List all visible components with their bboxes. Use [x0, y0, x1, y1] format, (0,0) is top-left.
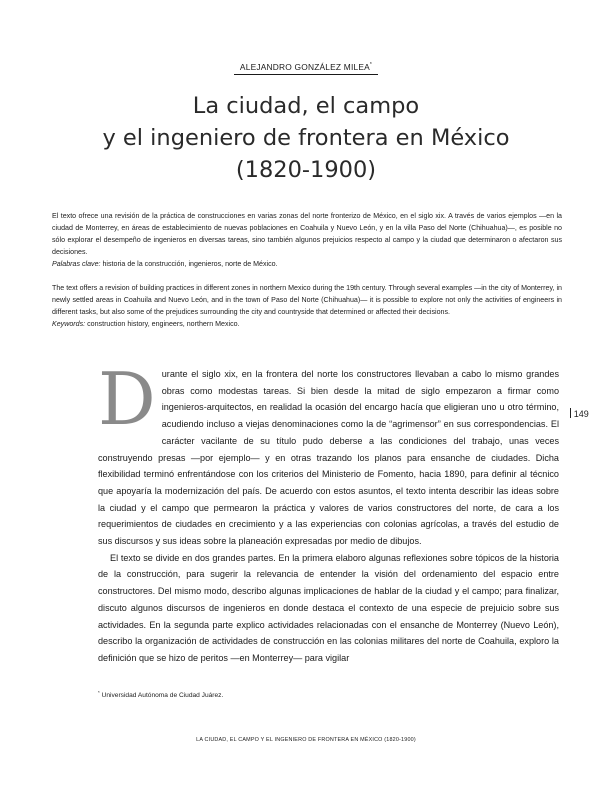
- body-paragraph-1-text: urante el siglo xix, en la frontera del norte los constructores llevaban a cabo lo mismo grandes obras como modestas tareas. Si bien desde la mitad de siglo empezaron a firmar como ingenieros-arquitectos, en realidad la ocasión del encargo hacía que eligieran uno u otro término, acudiendo incluso a viejas denominaciones como la de “agrimensor” en sus correspondencias. El carácter vacilante de su título pudo deberse a las condiciones del trabajo, unas veces construyendo presas —por ejemplo— y en otras trazando los planos para ensanche de ciudades. Dicha flexibilidad terminó enfrentándose con los criterios del Ministerio de Fomento, hacia 1890, para definir al técnico que apoyaría la modernización del país. De acuerdo con estos asuntos, el texto intenta describir las ideas sobre la ciudad y el campo que permearon la práctica y valores de varios constructores del norte, de cara a los requerimientos de ciudades en crecimiento y a las experiencias con colonias agrícolas, a través del estudio de sus discursos y sus ideas sobre la planeación expresadas por medio de dibujos.: [98, 369, 559, 547]
- abstract-spanish: [52, 210, 562, 270]
- running-footer: LA CIUDAD, EL CAMPO Y EL INGENIERO DE FRONTERA EN MÉXICO (1820-1900): [196, 737, 416, 743]
- article-body: [98, 357, 559, 667]
- keywords-spanish-values: historia de la construcción, ingenieros, norte de México.: [102, 260, 278, 268]
- abstract-english-text: The text offers a revision of building practices in different zones in northern Mexico during the 19th century. Through several examples —in the city of Monterrey, in newly settled areas in Coahuila and Nuevo León, and in the town of Paso del Norte (Chihuahua)— it is possible to explore not only the activities of engineers in different tasks, but also some of the prejudices surrounding the city and countryside that determined or affected their decisions.: [52, 284, 562, 316]
- keywords-spanish: [52, 258, 562, 270]
- title-line-3: (1820-1900): [235, 157, 377, 183]
- drop-cap: D: [98, 357, 156, 441]
- title-line-2: y el ingeniero de frontera en México: [102, 125, 510, 151]
- author-name: ALEJANDRO GONZÁLEZ MILEA*: [234, 62, 378, 75]
- title-line-1: La ciudad, el campo: [192, 93, 420, 119]
- abstract-spanish-text: El texto ofrece una revisión de la práctica de construcciones en varias zonas del norte fronterizo de México, en el siglo xix. A través de varios ejemplos —en la ciudad de Monterrey, en áreas de establecimiento de nuevas poblaciones en Coahuila y Nuevo León, y en la villa Paso del Norte (Chihuahua)—, es posible no sólo explorar el desempeño de ingenieros en diversas tareas, sino también algunos prejuicios respecto al campo y la ciudad que determinaron o afectaron sus decisiones.: [52, 212, 562, 256]
- abstract-english: [52, 282, 562, 330]
- keywords-spanish-label: Palabras clave:: [52, 260, 101, 268]
- author-header: [0, 57, 612, 75]
- body-paragraph-2: El texto se divide en dos grandes partes. En la primera elaboro algunas reflexiones sobre tópicos de la historia de la construcción, para sugerir la relevancia de entender la visión del ordenamiento del espacio entre constructores. Del mismo modo, describo algunas implicaciones de hablar de la ciudad y el campo; para finalizar, discuto algunos discursos de ingenieros en donde destaca el contexto de una especie de prejuicio sobre sus actividades. En la segunda parte explico actividades relacionadas con el ensanche de Monterrey (Nuevo León), describo la organización de actividades de construcción en las colonias militares del norte de Coahuila, exploro la definición que se hizo de peritos —en Monterrey— para vigilar: [98, 552, 559, 663]
- page-number: [570, 408, 589, 419]
- page-number-rule: [570, 408, 571, 418]
- footnote-text: Universidad Autónoma de Ciudad Juárez.: [101, 692, 224, 700]
- body-paragraph-1: [98, 357, 559, 550]
- keywords-english-values: construction history, engineers, northern Mexico.: [87, 320, 240, 328]
- footnote: [98, 690, 223, 699]
- keywords-english: [52, 318, 562, 330]
- page-number-value: 149: [573, 409, 589, 419]
- keywords-english-label: Keywords:: [52, 320, 86, 328]
- author-footnote-mark: *: [369, 62, 373, 69]
- article-title: [40, 90, 572, 186]
- footnote-mark: *: [98, 690, 100, 695]
